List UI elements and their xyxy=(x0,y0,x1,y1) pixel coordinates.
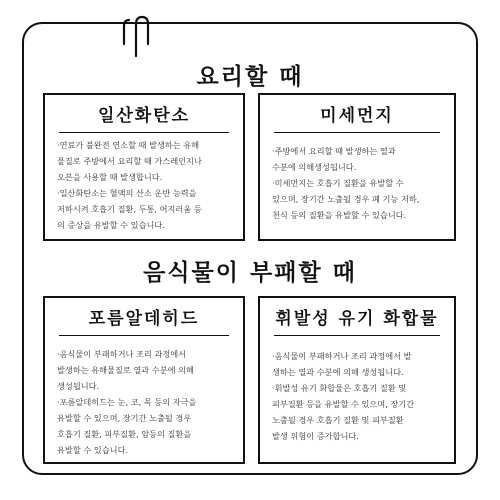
carbon-monoxide-card xyxy=(43,93,245,241)
card-line: ·휘발성 유기 화합물은 호흡기 질환 및 xyxy=(272,383,407,393)
card-line: 발생하는 유해물질로 열과 수분에 의해 xyxy=(57,365,194,375)
card-line: 수분에 의해생성됩니다. xyxy=(272,162,357,172)
rotting-heading: 음식물이 부패할 때 xyxy=(143,260,357,286)
card-line: 발생 위험이 증가합니다. xyxy=(272,431,359,441)
card-line: 유발할 수 있습니다. xyxy=(57,445,129,455)
card-line: 의 증상을 유발할 수 있습니다. xyxy=(57,220,165,230)
card-body xyxy=(270,348,444,444)
card-body xyxy=(55,346,233,458)
card-line: 천식 등의 질환을 유발할 수 있습니다. xyxy=(272,210,407,220)
card-line: 있으며, 장기간 노출될 경우 폐 기능 저하, xyxy=(272,194,420,204)
card-line: 유발할 수 있으며, 장기간 노출될 경우 xyxy=(57,413,192,423)
card-line: ·연료가 불완전 연소할 때 발생하는 유해 xyxy=(57,140,200,150)
divider xyxy=(274,335,440,336)
card-body xyxy=(270,143,444,223)
card-line: 생성됩니다. xyxy=(57,381,100,391)
card-line: 오븐을 사용할 때 발생합니다. xyxy=(57,172,163,182)
card-line: 물질로 주방에서 요리할 때 가스레인지나 xyxy=(57,156,202,166)
card-title: 휘발성 유기 화합물 xyxy=(275,309,439,329)
card-line: 생하는 열과 수분에 의해 생성됩니다. xyxy=(272,367,404,377)
card-line: 호흡기 질환, 피부질환, 암등의 질환을 xyxy=(57,429,192,439)
fine-dust-card xyxy=(258,93,456,241)
voc-card xyxy=(258,296,456,464)
divider xyxy=(59,335,229,336)
card-title: 포름알데히드 xyxy=(88,309,200,329)
card-line: 저하시켜 호흡기 질환, 두통, 어지러움 등 xyxy=(57,204,202,214)
card-line: ·포름알데히드는 눈, 코, 목 등의 자극을 xyxy=(57,397,197,407)
card-line: ·일산화탄소는 혈액의 산소 운반 능력을 xyxy=(57,188,197,198)
divider xyxy=(59,132,229,133)
divider xyxy=(274,132,440,133)
formaldehyde-card xyxy=(43,296,245,464)
card-body xyxy=(55,137,233,233)
paperclip-icon xyxy=(121,14,151,58)
card-title: 미세먼지 xyxy=(320,106,394,126)
card-line: ·음식물이 부패하거나 조리 과정에서 발 xyxy=(272,351,412,361)
cooking-heading: 요리할 때 xyxy=(196,64,304,90)
card-line: 피부질환 등을 유발할 수 있으며, 장기간 xyxy=(272,399,415,409)
card-line: 노출될 경우 호흡기 질환 및 피부질환 xyxy=(272,415,404,425)
card-line: ·주방에서 요리할 때 발생하는 열과 xyxy=(272,146,396,156)
card-line: ·음식물이 부패하거나 조리 과정에서 xyxy=(57,349,187,359)
card-title: 일산화탄소 xyxy=(97,106,191,126)
card-line: ·미세먼지는 호흡기 질환을 유발할 수 xyxy=(272,178,404,188)
